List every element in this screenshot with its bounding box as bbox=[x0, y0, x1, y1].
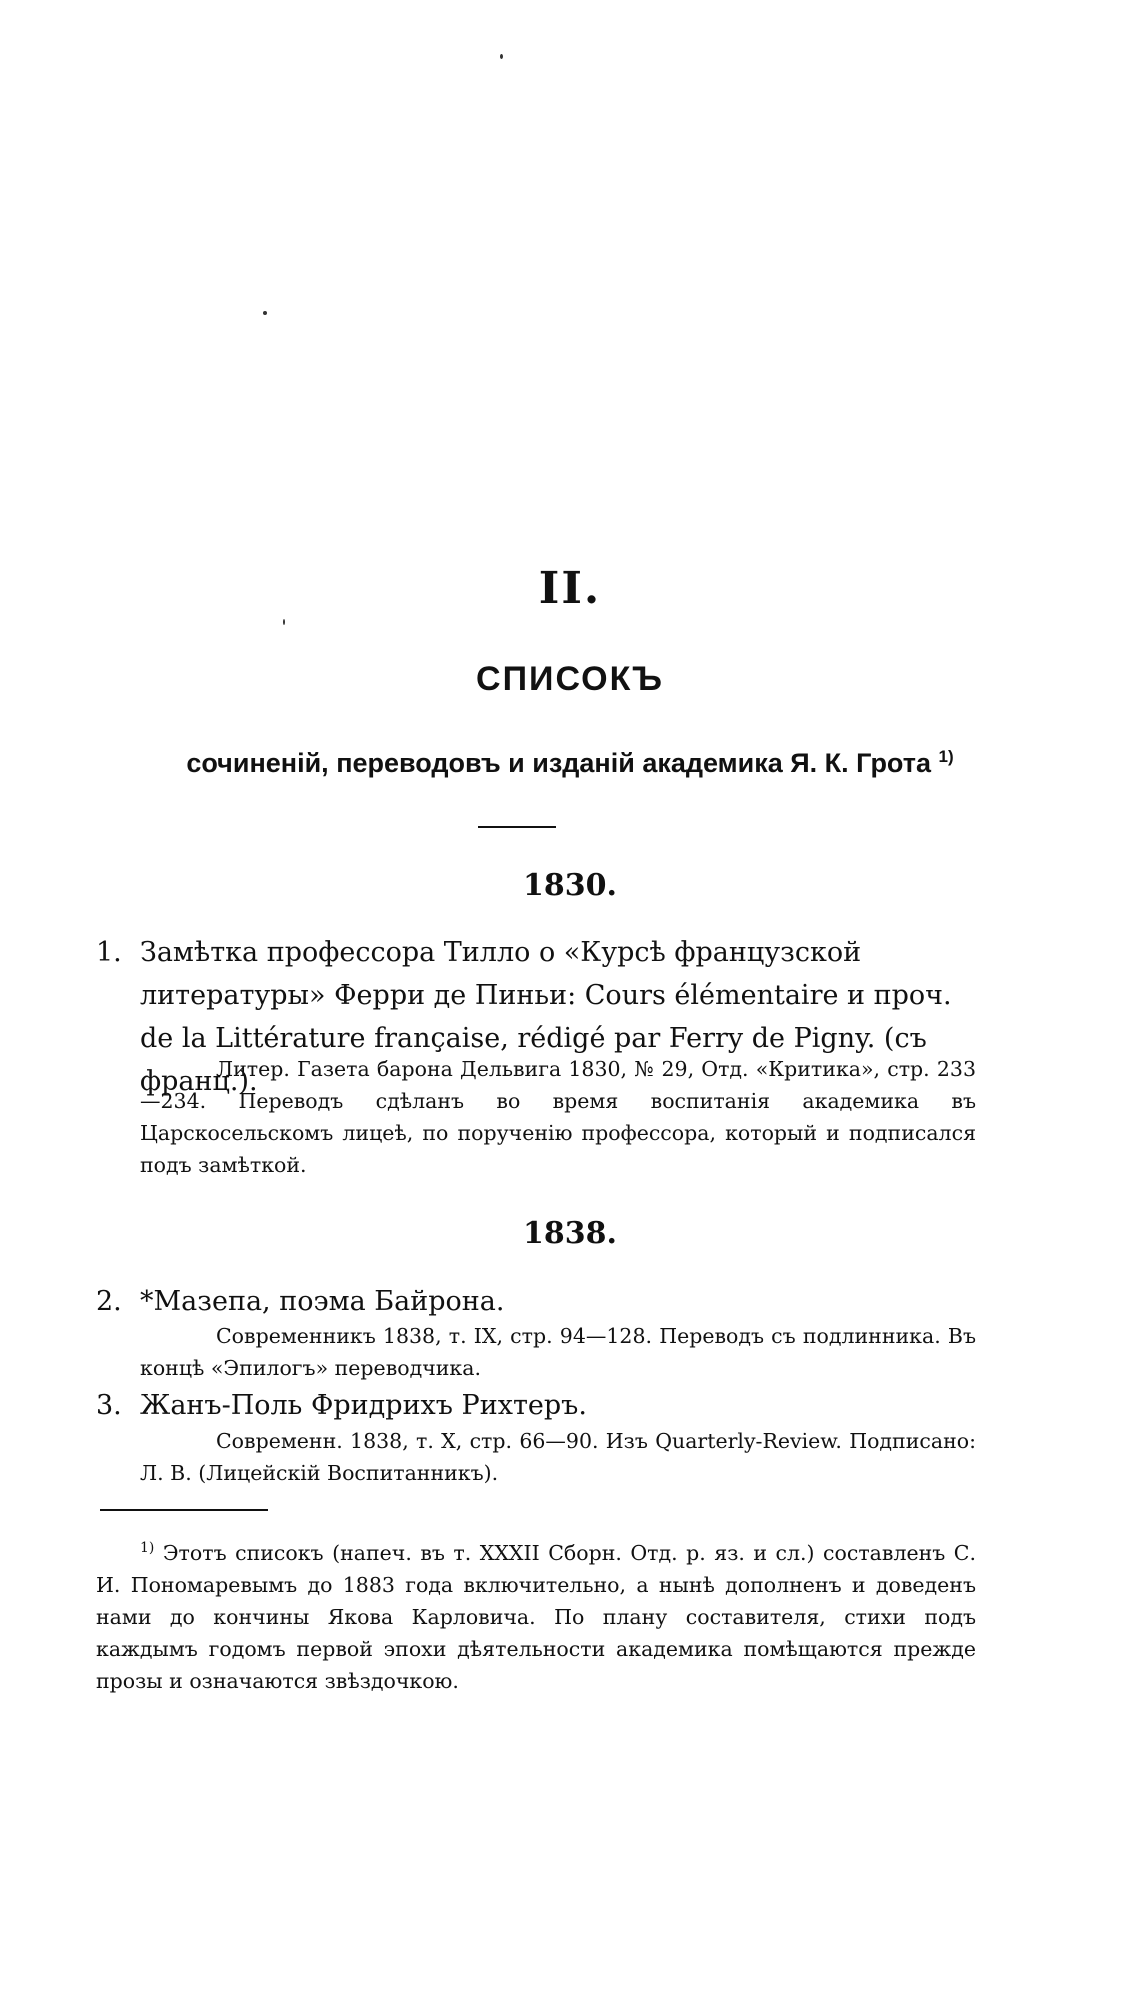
footnote-mark: 1) bbox=[140, 1540, 155, 1556]
print-speck bbox=[500, 54, 503, 59]
entry-note: Современникъ 1838, т. IX, стр. 94—128. Переводъ съ подлинника. Въ концѣ «Эпилогъ» переводчика. bbox=[140, 1324, 976, 1380]
entry-title bbox=[96, 1384, 976, 1427]
entry-title bbox=[96, 1280, 976, 1323]
entry-number: 3. bbox=[96, 1390, 122, 1421]
entry-title-text: Замѣтка профессора Тилло о «Курсѣ французской литературы» Ферри де Пиньи: Cours élémentaire и проч. de la Littérature française, rédigé par Ferry de Pigny. (съ франц.). bbox=[140, 937, 952, 1097]
year-heading: 1830. bbox=[523, 868, 617, 903]
entry-title-text: Жанъ-Поль Фридрихъ Рихтеръ. bbox=[140, 1390, 587, 1421]
entry-note: Литер. Газета барона Дельвига 1830, № 29, Отд. «Критика», стр. 233—234. Переводъ сдѣланъ во время воспитанія академика въ Царскосельскомъ лицеѣ, по порученію профессора, который и подписался подъ замѣткой. bbox=[140, 1057, 976, 1177]
page-subtitle bbox=[0, 747, 1140, 779]
footnote-reference: 1) bbox=[938, 747, 954, 766]
entry-title-text: *Мазепа, поэма Байрона. bbox=[140, 1286, 505, 1317]
footnote bbox=[96, 1532, 976, 1697]
section-number: II. bbox=[538, 563, 602, 614]
entry-number: 1. bbox=[96, 937, 122, 968]
subtitle-text: сочиненій, переводовъ и изданій академика Я. К. Грота bbox=[186, 748, 931, 778]
page-title: СПИСОКЪ bbox=[476, 660, 664, 698]
footnote-text: Этотъ списокъ (напеч. въ т. XXXII Сборн. Отд. р. яз. и сл.) составленъ С. И. Пономаревымъ до 1883 года включительно, а нынѣ дополненъ и доведенъ нами до кончины Якова Карловича. По плану составителя, стихи подъ каждымъ годомъ первой эпохи дѣятельности академика помѣщаются прежде прозы и означаются звѣздочкою. bbox=[96, 1540, 976, 1693]
footnote-divider bbox=[100, 1509, 268, 1511]
print-speck bbox=[263, 311, 267, 315]
entry-number: 2. bbox=[96, 1286, 122, 1317]
print-speck bbox=[283, 619, 285, 625]
year-heading: 1838. bbox=[523, 1216, 617, 1251]
entry-note: Современн. 1838, т. X, стр. 66—90. Изъ Quarterly-Review. Подписано: Л. В. (Лицейскій Воспитанникъ). bbox=[140, 1429, 976, 1485]
title-divider bbox=[478, 826, 556, 828]
